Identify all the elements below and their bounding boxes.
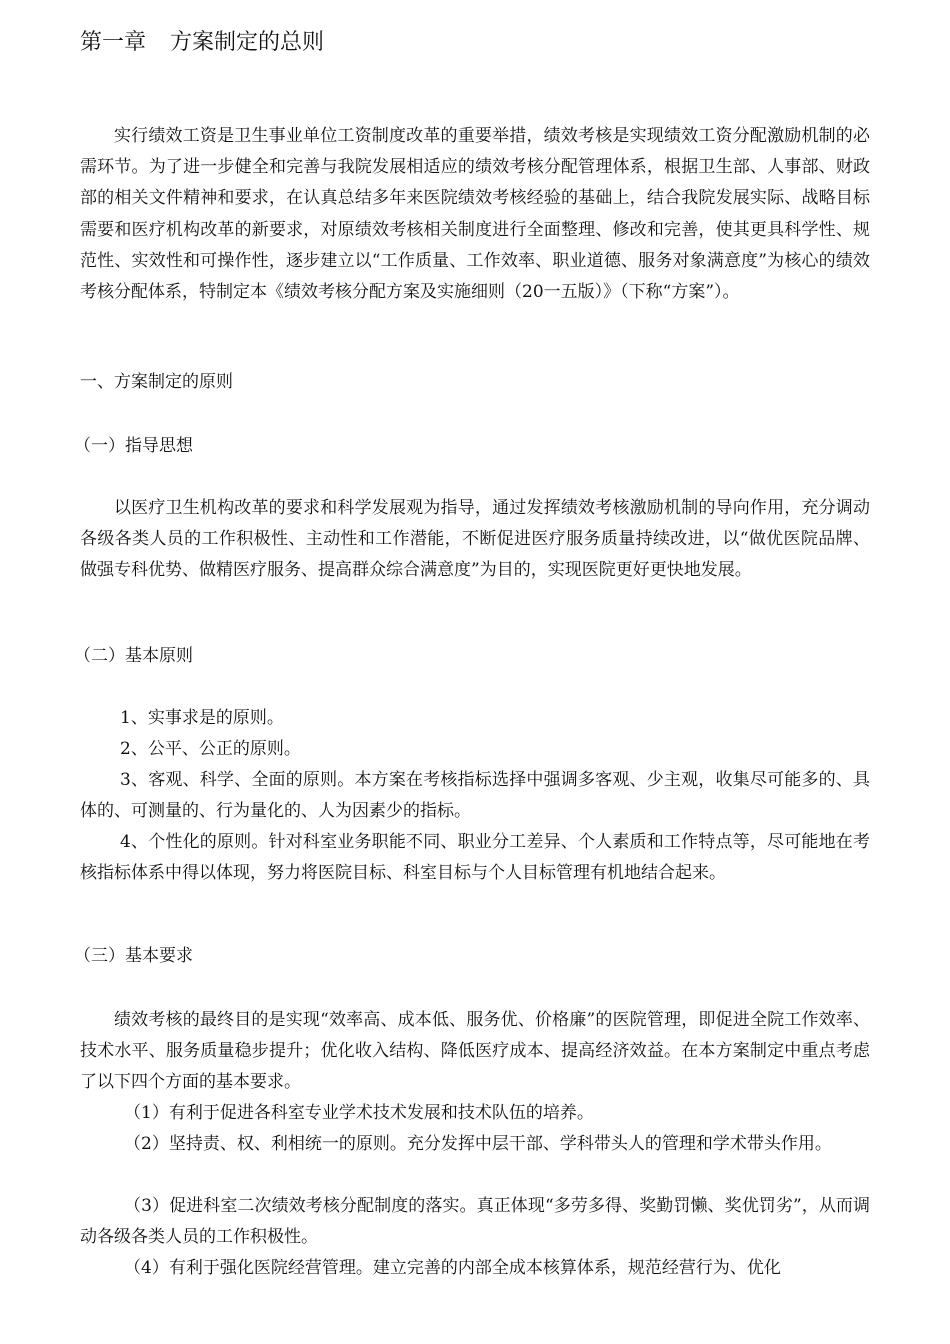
chapter-name: 方案制定的总则 [170, 30, 325, 55]
chapter-title [80, 28, 324, 58]
subsection-heading-requirements: （三）基本要求 [74, 946, 193, 966]
principle-item: 1、实事求是的原则。 [120, 708, 284, 728]
principle-item: 3、客观、科学、全面的原则。本方案在考核指标选择中强调多客观、少主观，收集尽可能多的、具体的、可测量的、行为量化的、人为因素少的指标。 [80, 770, 870, 822]
principle-item: 4、个性化的原则。针对科室业务职能不同、职业分工差异、个人素质和工作特点等，尽可能地在考核指标体系中得以体现，努力将医院目标、科室目标与个人目标管理有机地结合起来。 [80, 832, 870, 884]
requirement-item: （2）坚持责、权、利相统一的原则。充分发挥中层干部、学科带头人的管理和学术带头作用。 [124, 1134, 832, 1154]
requirement-item: （1）有利于促进各科室专业学术技术发展和技术队伍的培养。 [124, 1103, 594, 1123]
guiding-paragraph: 以医疗卫生机构改革的要求和科学发展观为指导，通过发挥绩效考核激励机制的导向作用，充分调动各级各类人员的工作积极性、主动性和工作潜能，不断促进医疗服务质量持续改进，以“做优医院品牌、做强专科优势、做精医疗服务、提高群众综合满意度”为目的，实现医院更好更快地发展。 [80, 498, 870, 581]
requirement-item: （3）促进科室二次绩效考核分配制度的落实。真正体现“多劳多得、奖勤罚懒、奖优罚劣”，从而调动各级各类人员的工作积极性。 [80, 1196, 870, 1248]
principle-item: 2、公平、公正的原则。 [120, 739, 301, 759]
requirement-item: （4）有利于强化医院经营管理。建立完善的内部全成本核算体系，规范经营行为、优化 [124, 1258, 781, 1278]
intro-paragraph: 实行绩效工资是卫生事业单位工资制度改革的重要举措，绩效考核是实现绩效工资分配激励机制的必需环节。为了进一步健全和完善与我院发展相适应的绩效考核分配管理体系，根据卫生部、人事部、财政部的相关文件精神和要求，在认真总结多年来医院绩效考核经验的基础上，结合我院发展实际、战略目标需要和医疗机构改革的新要求，对原绩效考核相关制度进行全面整理、修改和完善，使其更具科学性、规范性、实效性和可操作性，逐步建立以“工作质量、工作效率、职业道德、服务对象满意度”为核心的绩效考核分配体系，特制定本《绩效考核分配方案及实施细则（20一五版）》（下称“方案”）。 [80, 126, 870, 303]
subsection-heading-guiding: （一）指导思想 [74, 436, 193, 456]
section-heading-principles: 一、方案制定的原则 [80, 372, 233, 392]
requirements-paragraph: 绩效考核的最终目的是实现“效率高、成本低、服务优、价格廉”的医院管理，即促进全院工作效率、技术水平、服务质量稳步提升；优化收入结构、降低医疗成本、提高经济效益。在本方案制定中重点考虑了以下四个方面的基本要求。 [80, 1010, 870, 1093]
chapter-number: 第一章 [80, 30, 147, 55]
subsection-heading-principles: （二）基本原则 [74, 646, 193, 666]
